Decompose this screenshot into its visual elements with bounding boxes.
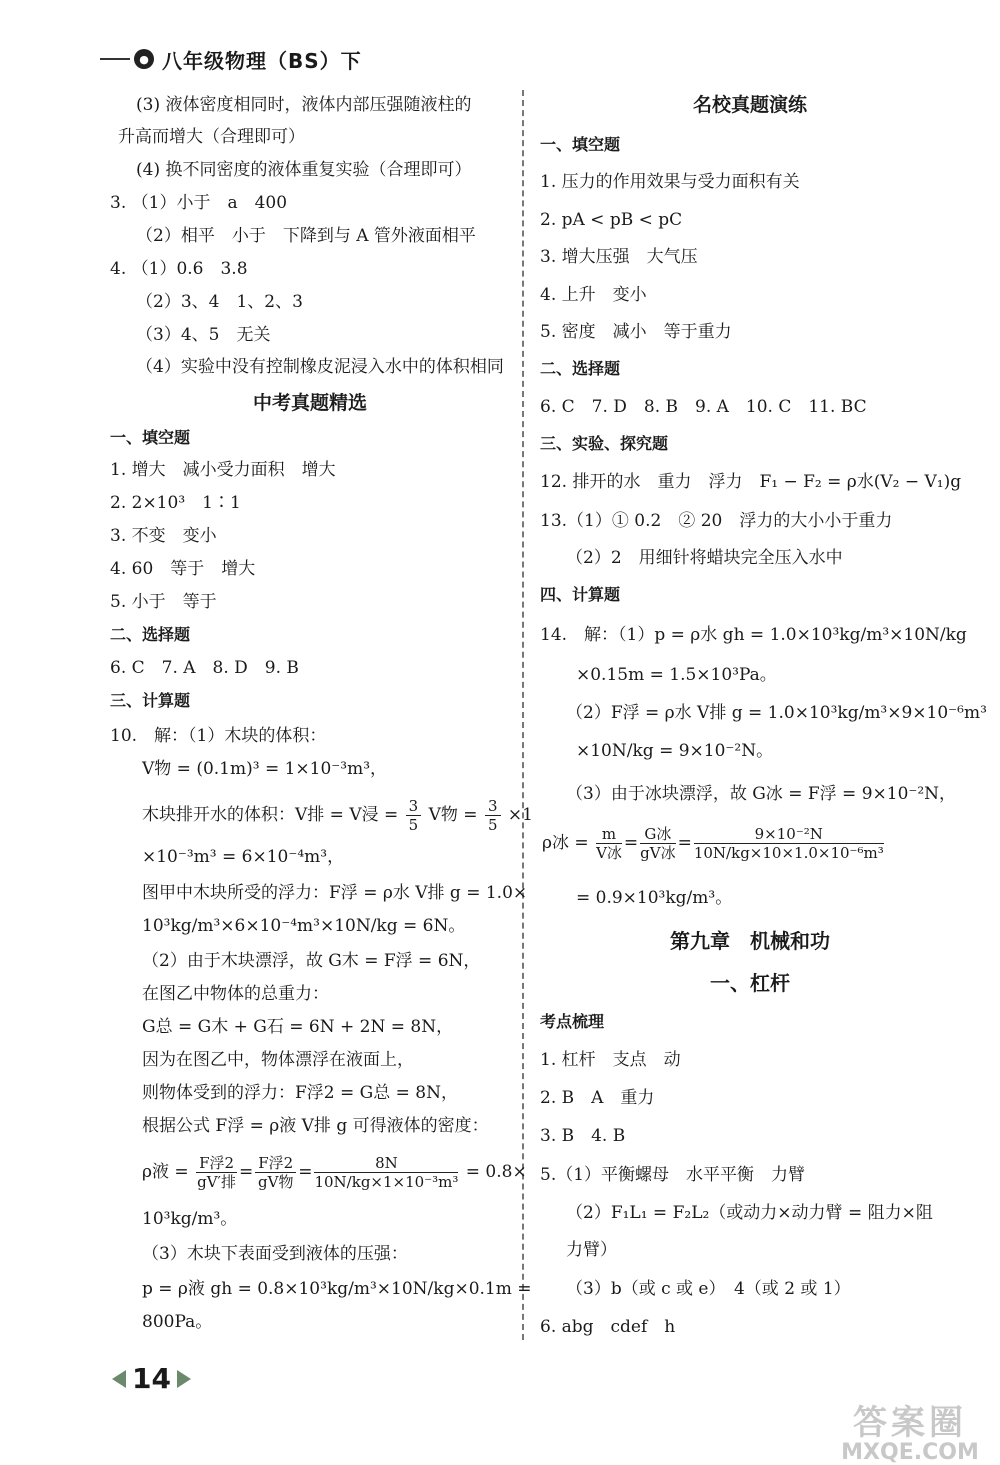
- answer-line: 3. 不变 变小: [110, 526, 217, 546]
- fraction-denominator: gV物: [258, 1173, 294, 1191]
- answer-line: 6. abg cdef h: [540, 1317, 676, 1337]
- answer-line: 5. 密度 减小 等于重力: [540, 322, 732, 342]
- formula-line: ×10N/kg = 9×10⁻²N。: [576, 741, 774, 761]
- answer-line: 3. 增大压强 大气压: [540, 247, 698, 267]
- formula-text: = 0.8×: [465, 1162, 527, 1182]
- formula-line: ρ冰 = $\frac{m}{\text{V冰}}$ = $\frac{\text{G冰}}{\text{gV冰}}$ = $\frac{\text{9×10⁻²N}}{\text{10N/kg×10×1.0×10⁻⁶m³}}$: [542, 825, 884, 862]
- formula-line: （2）F浮 = ρ水 V排 g = 1.0×10³kg/m³×9×10⁻⁶m³: [566, 703, 987, 723]
- formula-line: G总 = G木 + G石 = 6N + 2N = 8N，: [142, 1017, 454, 1037]
- answer-line: 5.（1）平衡螺母 水平平衡 力臂: [540, 1165, 806, 1185]
- fraction-denominator: V冰: [596, 844, 622, 862]
- fraction-numerator: m: [596, 825, 622, 844]
- section-heading: 中考真题精选: [252, 392, 367, 414]
- answer-line: 4. （1）0.6 3.8: [110, 259, 248, 279]
- watermark: [835, 1395, 985, 1465]
- fraction-denominator: gV′排: [197, 1173, 236, 1191]
- fraction: [485, 797, 501, 834]
- fraction: [596, 825, 622, 862]
- formula-line: 图甲中木块所受的浮力：F浮 = ρ水 V排 g = 1.0×: [142, 883, 528, 903]
- answer-line: 10. 解：（1）木块的体积：: [110, 726, 327, 746]
- fraction: [314, 1154, 458, 1191]
- subsection-title: 考点梳理: [540, 1012, 605, 1031]
- formula-line: 10³kg/m³×6×10⁻⁴m³×10N/kg = 6N。: [142, 916, 466, 936]
- page-number: 14: [132, 1362, 171, 1395]
- formula-line: [142, 797, 533, 834]
- lesson-title: 一、杠杆: [710, 971, 790, 995]
- formula-line: 根据公式 F浮 = ρ液 V排 g 可得液体的密度：: [142, 1116, 489, 1136]
- fraction-numerator: F浮2: [255, 1154, 296, 1173]
- subsection-title: 一、填空题: [540, 135, 621, 154]
- answer-line: 2. 2×10³ 1∶1: [110, 493, 241, 513]
- answer-line: 2. pA < pB < pC: [540, 210, 683, 230]
- fraction-denominator: 10N/kg×1×10⁻³m³: [314, 1173, 459, 1191]
- watermark-url: MXQE.COM: [841, 1440, 979, 1465]
- answer-line: 1. 增大 减小受力面积 增大: [110, 460, 336, 480]
- right-arrow-icon: [177, 1370, 191, 1388]
- formula-line: （3）由于冰块漂浮，故 G冰 = F浮 = 9×10⁻²N，: [566, 784, 957, 804]
- answer-line: （2）相平 小于 下降到与 A 管外液面相平: [136, 226, 476, 246]
- formula-line: V物 = (0.1m)³ = 1×10⁻³m³，: [142, 759, 388, 779]
- answer-line: (4) 换不同密度的液体重复实验（合理即可）: [136, 160, 472, 180]
- chapter-title: 第九章 机械和功: [670, 929, 830, 953]
- formula-text: ρ冰 =: [542, 833, 589, 853]
- subsection-title: 二、选择题: [540, 359, 621, 378]
- subsection-title: 四、计算题: [540, 585, 621, 604]
- formula-line: p = ρ液 gh = 0.8×10³kg/m³×10N/kg×0.1m =: [142, 1279, 532, 1299]
- section-heading: 名校真题演练: [692, 94, 807, 116]
- answer-line: 6. C 7. A 8. D 9. B: [110, 658, 299, 678]
- subsection-title: 二、选择题: [110, 625, 191, 644]
- page-header: [100, 44, 362, 74]
- page-number-block: [112, 1362, 191, 1395]
- formula-line: 10³kg/m³。: [142, 1209, 238, 1229]
- answer-line: 3. （1）小于 a 400: [110, 193, 288, 213]
- fraction-numerator: 9×10⁻²N: [694, 825, 884, 844]
- formula-line: （3）木块下表面受到液体的压强：: [142, 1244, 408, 1264]
- fraction: [640, 825, 675, 862]
- answer-line: 5. 小于 等于: [110, 592, 217, 612]
- fraction-numerator: F浮2: [196, 1154, 237, 1173]
- formula-line: ρ液 = $\frac{\text{F浮2}}{\text{gV′排}}$ = $\frac{\text{F浮2}}{\text{gV物}}$ = $\frac{8N}{\text{10N/kg×1×10⁻³m³}}$ = 0.8×: [142, 1154, 527, 1191]
- fraction: [255, 1154, 296, 1191]
- formula-line: 14. 解：（1）p = ρ水 gh = 1.0×10³kg/m³×10N/kg: [540, 625, 967, 645]
- formula-text: 木块排开水的体积：V排 = V浸 =: [142, 805, 399, 825]
- fraction-denominator: 5: [408, 816, 419, 834]
- fraction-denominator: gV冰: [640, 844, 676, 862]
- watermark-logo-text: 答案圈: [853, 1403, 967, 1443]
- answer-line: 1. 压力的作用效果与受力面积有关: [540, 172, 800, 192]
- formula-line: 在图乙中物体的总重力：: [142, 984, 329, 1004]
- answer-line: （3）4、5 无关: [136, 325, 271, 345]
- formula-line: ×10⁻³m³ = 6×10⁻⁴m³，: [142, 847, 345, 867]
- formula-text: ×1: [507, 805, 533, 825]
- answer-line: 1. 杠杆 支点 动: [540, 1050, 681, 1070]
- formula-line: 800Pa。: [142, 1312, 213, 1332]
- page-title: 八年级物理（BS）下: [162, 48, 362, 73]
- fraction-numerator: 3: [485, 797, 501, 816]
- fraction: [694, 825, 884, 862]
- column-divider: [522, 90, 524, 1340]
- answer-line: 3. B 4. B: [540, 1126, 626, 1146]
- formula-line: 因为在图乙中，物体漂浮在液面上，: [142, 1050, 414, 1070]
- fraction-numerator: 3: [406, 797, 422, 816]
- subsection-title: 三、实验、探究题: [540, 434, 669, 453]
- answer-line: 12. 排开的水 重力 浮力 F₁ − F₂ = ρ水(V₂ − V₁)g: [540, 472, 962, 492]
- answer-line: （2）3、4 1、2、3: [136, 292, 303, 312]
- header-rule: [100, 58, 130, 60]
- answer-line: （3）b（或 c 或 e） 4（或 2 或 1）: [566, 1279, 851, 1299]
- answer-line: （2）F₁L₁ = F₂L₂（或动力×动力臂 = 阻力×阻: [566, 1203, 933, 1223]
- answer-line: 4. 60 等于 增大: [110, 559, 256, 579]
- answer-line: (3) 液体密度相同时，液体内部压强随液柱的: [136, 95, 472, 115]
- formula-line: （2）由于木块漂浮，故 G木 = F浮 = 6N，: [142, 951, 481, 971]
- fraction: [406, 797, 422, 834]
- formula-line: 则物体受到的浮力：F浮2 = G总 = 8N，: [142, 1083, 458, 1103]
- answer-line: 力臂）: [566, 1240, 617, 1260]
- formula-line: ×0.15m = 1.5×10³Pa。: [576, 665, 777, 685]
- fraction-numerator: G冰: [640, 825, 675, 844]
- subsection-title: 一、填空题: [110, 428, 191, 447]
- answer-line: （4）实验中没有控制橡皮泥浸入水中的体积相同: [136, 357, 504, 377]
- answer-line: 2. B A 重力: [540, 1088, 655, 1108]
- fraction-denominator: 5: [487, 816, 498, 834]
- fraction-denominator: 10N/kg×10×1.0×10⁻⁶m³: [693, 844, 884, 862]
- book-logo-icon: ●: [134, 49, 154, 69]
- answer-line: 6. C 7. D 8. B 9. A 10. C 11. BC: [540, 397, 867, 417]
- answer-line: 4. 上升 变小: [540, 285, 647, 305]
- left-arrow-icon: [112, 1370, 126, 1388]
- subsection-title: 三、计算题: [110, 691, 191, 710]
- formula-text: V物 =: [428, 805, 478, 825]
- formula-text: ρ液 =: [142, 1162, 189, 1182]
- answer-line: （2）2 用细针将蜡块完全压入水中: [566, 548, 843, 568]
- answer-line: 升高而增大（合理即可）: [118, 127, 305, 147]
- fraction: [196, 1154, 237, 1191]
- answer-line: 13.（1）① 0.2 ② 20 浮力的大小小于重力: [540, 511, 893, 531]
- formula-line: = 0.9×10³kg/m³。: [576, 888, 733, 908]
- fraction-numerator: 8N: [314, 1154, 458, 1173]
